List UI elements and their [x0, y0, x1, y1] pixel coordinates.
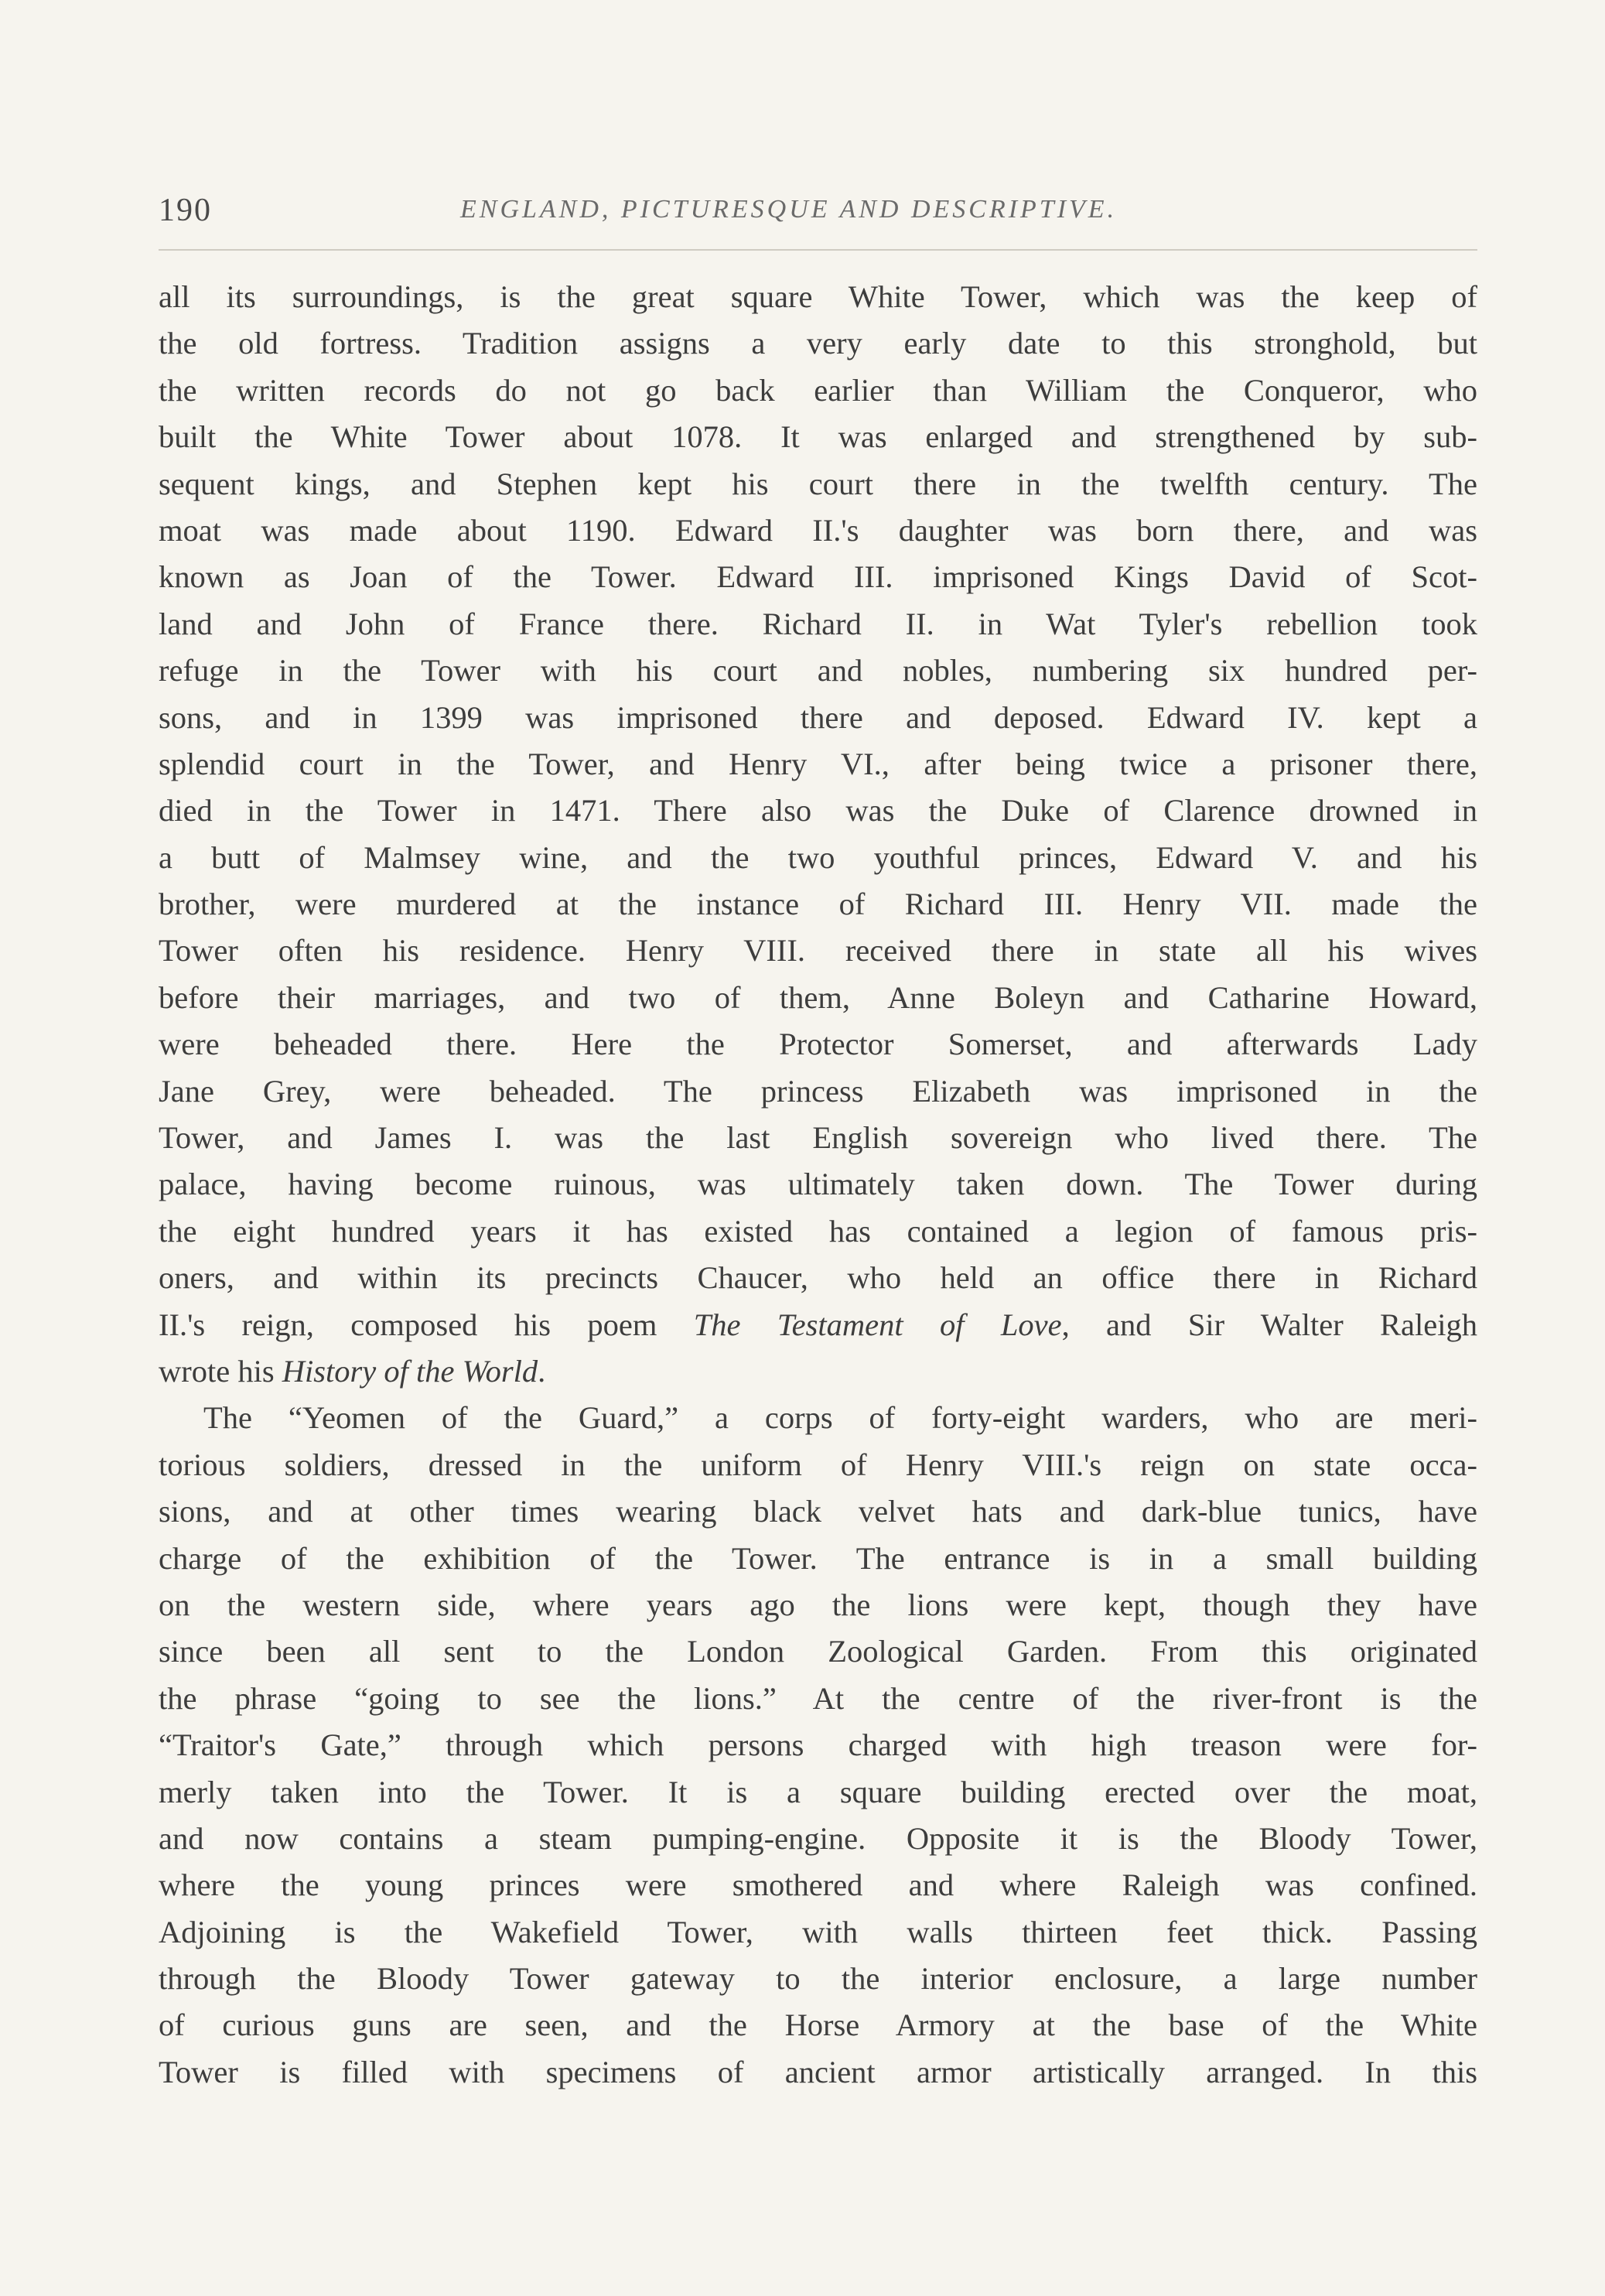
text-line: charge of the exhibition of the Tower. The entrance is in a small building — [159, 1540, 1477, 1576]
page-header — [159, 192, 1477, 238]
text-line: brother, were murdered at the instance of Richard III. Henry VII. made the — [159, 887, 1477, 922]
text-line — [159, 1302, 1477, 1348]
text-line: Tower, and James I. was the last English sovereign who lived there. The — [159, 1120, 1477, 1156]
line-text: wrote his — [159, 1353, 282, 1389]
text-line: Adjoining is the Wakefield Tower, with walls thirteen feet thick. Passing — [159, 1914, 1477, 1949]
text-line: The “Yeomen of the Guard,” a corps of forty-eight warders, who are meri- — [203, 1400, 1477, 1436]
book-title-italic: History of the World — [282, 1353, 538, 1389]
text-line: since been all sent to the London Zoological Garden. From this originated — [159, 1634, 1477, 1669]
line-text: . — [538, 1353, 546, 1389]
text-line: and now contains a steam pumping-engine. Opposite it is the Bloody Tower, — [159, 1820, 1477, 1856]
text-line: palace, having become ruinous, was ultimately taken down. The Tower during — [159, 1167, 1477, 1202]
text-line: the written records do not go back earlier than William the Conqueror, who — [159, 372, 1477, 408]
text-line: before their marriages, and two of them, Anne Boleyn and Catharine Howard, — [159, 979, 1477, 1015]
page-number: 190 — [159, 193, 212, 228]
text-line: sons, and in 1399 was imprisoned there and deposed. Edward IV. kept a — [159, 699, 1477, 735]
text-line: splendid court in the Tower, and Henry VI., after being twice a prisoner there, — [159, 746, 1477, 781]
text-line: refuge in the Tower with his court and nobles, numbering six hundred per- — [159, 653, 1477, 688]
text-line: of curious guns are seen, and the Horse Armory at the base of the White — [159, 2007, 1477, 2043]
paragraph-1 — [159, 274, 1477, 1395]
text-line: the old fortress. Tradition assigns a very early date to this stronghold, but — [159, 326, 1477, 361]
text-line: known as Joan of the Tower. Edward III. imprisoned Kings David of Scot- — [159, 559, 1477, 595]
text-line: merly taken into the Tower. It is a square building erected over the moat, — [159, 1774, 1477, 1809]
text-line — [159, 1348, 1477, 1395]
text-line: were beheaded there. Here the Protector Somerset, and afterwards Lady — [159, 1027, 1477, 1062]
text-line: all its surroundings, is the great square White Tower, which was the keep of — [159, 279, 1477, 314]
text-line: died in the Tower in 1471. There also was the Duke of Clarence drowned in — [159, 793, 1477, 829]
text-line: Tower is filled with specimens of ancient armor artistically arranged. In this — [159, 2054, 1477, 2089]
text-line: built the White Tower about 1078. It was enlarged and strengthened by sub- — [159, 419, 1477, 455]
text-line: Tower often his residence. Henry VIII. received there in state all his wives — [159, 933, 1477, 969]
running-title: ENGLAND, PICTURESQUE AND DESCRIPTIVE. — [460, 195, 1118, 224]
paragraph-2 — [159, 1395, 1477, 2096]
book-title-italic: The Testament of Love — [693, 1307, 1062, 1342]
text-line: “Traitor's Gate,” through which persons charged with high treason were for- — [159, 1727, 1477, 1763]
text-line: sequent kings, and Stephen kept his court there in the twelfth century. The — [159, 466, 1477, 501]
header-rule — [159, 249, 1477, 251]
text-line: the eight hundred years it has existed has contained a legion of famous pris- — [159, 1213, 1477, 1249]
text-line: through the Bloody Tower gateway to the interior enclosure, a large number — [159, 1961, 1477, 1997]
text-line: a butt of Malmsey wine, and the two youthful princes, Edward V. and his — [159, 839, 1477, 875]
body-text — [159, 274, 1477, 2096]
text-line: oners, and within its precincts Chaucer, who held an office there in Richard — [159, 1260, 1477, 1296]
line-text: II.'s reign, composed his poem — [159, 1307, 694, 1342]
text-line: Jane Grey, were beheaded. The princess Elizabeth was imprisoned in the — [159, 1073, 1477, 1109]
text-line: the phrase “going to see the lions.” At the centre of the river-front is the — [159, 1680, 1477, 1716]
line-text: , and Sir Walter Raleigh — [1061, 1307, 1478, 1342]
text-line: on the western side, where years ago the lions were kept, though they have — [159, 1587, 1477, 1622]
text-line: sions, and at other times wearing black velvet hats and dark-blue tunics, have — [159, 1494, 1477, 1529]
text-line: moat was made about 1190. Edward II.'s daughter was born there, and was — [159, 512, 1477, 548]
text-line: where the young princes were smothered and where Raleigh was confined. — [159, 1867, 1477, 1903]
text-line: land and John of France there. Richard II. in Wat Tyler's rebellion took — [159, 606, 1477, 641]
text-line: torious soldiers, dressed in the uniform of Henry VIII.'s reign on state occa- — [159, 1447, 1477, 1482]
